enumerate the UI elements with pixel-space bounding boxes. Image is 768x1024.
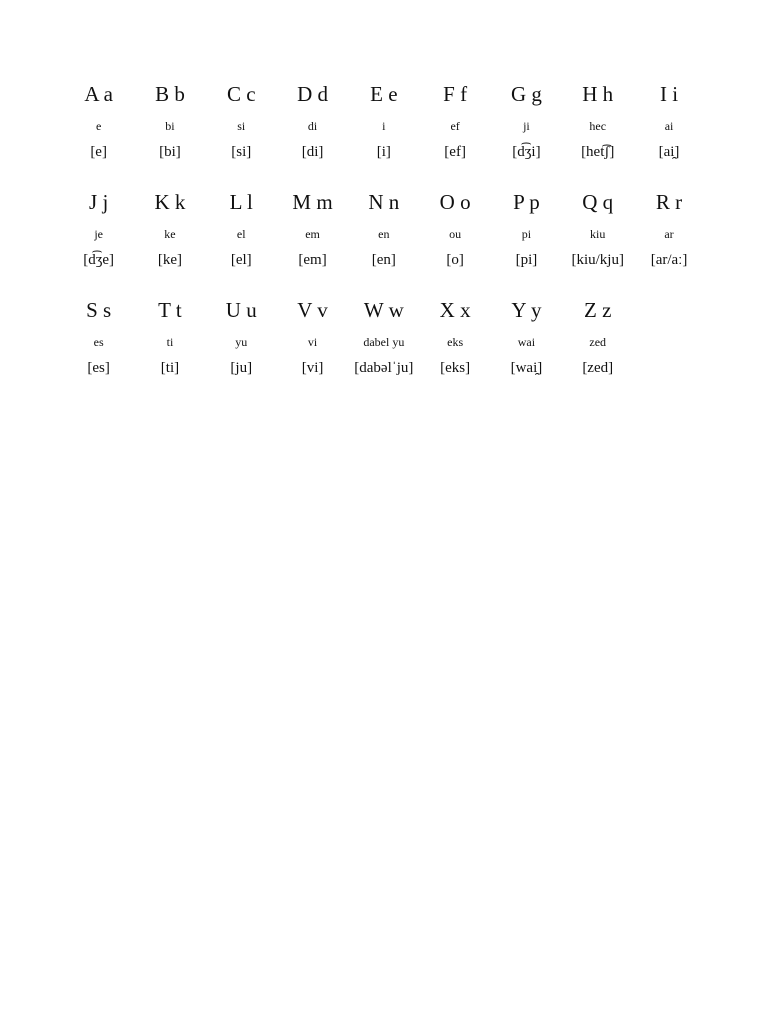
letter-ipa: [ai̯] bbox=[658, 144, 680, 160]
letter-ipa: [kiu/kju] bbox=[571, 252, 624, 268]
letter-ipa: [o] bbox=[446, 252, 464, 268]
letter-ipa: [em] bbox=[298, 252, 327, 268]
letter-name: yu bbox=[235, 335, 248, 349]
letter-ipa: [di] bbox=[301, 144, 324, 160]
letter-ipa: [si] bbox=[231, 144, 252, 160]
letter-name: ke bbox=[164, 227, 176, 241]
letter-ipa: [wai̯] bbox=[510, 360, 543, 376]
letter-pair: Q q bbox=[582, 190, 614, 214]
letter-name: eks bbox=[447, 335, 464, 349]
letter-pair: W w bbox=[363, 298, 404, 322]
letter-ipa: [el] bbox=[230, 252, 252, 268]
letter-pair: F f bbox=[443, 82, 468, 106]
letter-ipa: [dabəlˈju] bbox=[354, 360, 414, 376]
alphabet-cell bbox=[348, 184, 419, 292]
letter-name: ou bbox=[449, 227, 462, 241]
letter-pair: C c bbox=[226, 82, 256, 106]
letter-name: bi bbox=[165, 119, 175, 133]
alphabet-cell bbox=[63, 184, 134, 292]
letter-pair: A a bbox=[84, 82, 113, 106]
letter-pair: N n bbox=[368, 190, 400, 214]
letter-name: pi bbox=[521, 227, 532, 241]
letter-name: ti bbox=[166, 335, 174, 349]
alphabet-cell bbox=[63, 292, 134, 400]
letter-pair: J j bbox=[89, 190, 109, 214]
letter-ipa: [ti] bbox=[160, 360, 180, 376]
letter-pair: L l bbox=[229, 190, 253, 214]
alphabet-cell bbox=[63, 76, 134, 184]
letter-pair: R r bbox=[655, 190, 683, 214]
letter-ipa: [zed] bbox=[582, 360, 614, 376]
letter-name: je bbox=[94, 227, 103, 241]
alphabet-cell bbox=[633, 76, 704, 184]
letter-ipa: [pi] bbox=[515, 252, 538, 268]
letter-name: el bbox=[236, 227, 246, 241]
letter-pair: X x bbox=[439, 298, 471, 322]
letter-name: ar bbox=[664, 227, 674, 241]
alphabet-cell bbox=[562, 292, 633, 400]
alphabet-cell bbox=[491, 184, 562, 292]
letter-pair: S s bbox=[86, 298, 112, 322]
alphabet-cell bbox=[206, 292, 277, 400]
alphabet-cell bbox=[206, 76, 277, 184]
alphabet-cell bbox=[348, 292, 419, 400]
letter-pair: K k bbox=[154, 190, 186, 214]
alphabet-cell bbox=[491, 292, 562, 400]
letter-pair: M m bbox=[292, 190, 333, 214]
letter-pair: G g bbox=[510, 82, 542, 106]
letter-name: wai bbox=[517, 335, 536, 349]
letter-pair: T t bbox=[158, 298, 182, 322]
letter-name: ai bbox=[664, 119, 674, 133]
letter-pair: E e bbox=[370, 82, 398, 106]
alphabet-cell bbox=[419, 292, 490, 400]
alphabet-cell bbox=[419, 184, 490, 292]
letter-ipa: [eks] bbox=[440, 360, 471, 376]
letter-pair: Z z bbox=[584, 298, 612, 322]
letter-pair: B b bbox=[155, 82, 185, 106]
letter-name: es bbox=[93, 335, 104, 349]
letter-pair: H h bbox=[582, 82, 614, 106]
letter-ipa: [i] bbox=[376, 144, 391, 160]
letter-name: kiu bbox=[590, 227, 606, 241]
alphabet-cell bbox=[134, 292, 205, 400]
letter-pair: D d bbox=[297, 82, 328, 106]
alphabet-cell bbox=[134, 76, 205, 184]
letter-ipa: [bi] bbox=[159, 144, 181, 160]
letter-name: zed bbox=[589, 335, 607, 349]
letter-ipa: [ju] bbox=[230, 360, 253, 376]
alphabet-cell bbox=[491, 76, 562, 184]
alphabet-cell bbox=[134, 184, 205, 292]
letter-ipa: [ke] bbox=[157, 252, 183, 268]
letter-ipa: [en] bbox=[371, 252, 396, 268]
letter-name: i bbox=[382, 119, 386, 133]
letter-name: en bbox=[378, 227, 390, 241]
alphabet-cell bbox=[348, 76, 419, 184]
alphabet-cell bbox=[277, 184, 348, 292]
alphabet-cell bbox=[277, 76, 348, 184]
letter-name: di bbox=[307, 119, 318, 133]
letter-name: em bbox=[305, 227, 320, 241]
letter-name: e bbox=[95, 119, 102, 133]
letter-name: ef bbox=[450, 119, 460, 133]
letter-name: si bbox=[237, 119, 246, 133]
letter-name: hec bbox=[589, 119, 607, 133]
letter-pair: U u bbox=[225, 298, 257, 322]
alphabet-cell bbox=[206, 184, 277, 292]
letter-name: vi bbox=[307, 335, 318, 349]
letter-ipa: [d͡ʒe] bbox=[83, 252, 115, 268]
letter-ipa: [ar/aː] bbox=[650, 252, 688, 268]
letter-ipa: [e] bbox=[90, 144, 107, 160]
letter-pair: O o bbox=[439, 190, 471, 214]
letter-pair: P p bbox=[513, 190, 540, 214]
letter-pair: I i bbox=[659, 82, 679, 106]
alphabet-table bbox=[63, 76, 705, 400]
alphabet-cell bbox=[562, 184, 633, 292]
letter-ipa: [ef] bbox=[444, 144, 466, 160]
letter-ipa: [het͡ʃ] bbox=[581, 144, 615, 160]
alphabet-cell bbox=[419, 76, 490, 184]
letter-pair: V v bbox=[297, 298, 328, 322]
letter-ipa: [es] bbox=[87, 360, 110, 376]
letter-ipa: [vi] bbox=[301, 360, 324, 376]
letter-pair: Y y bbox=[511, 298, 542, 322]
letter-name: dabel yu bbox=[363, 335, 405, 349]
alphabet-cell bbox=[277, 292, 348, 400]
alphabet-cell bbox=[562, 76, 633, 184]
letter-name: ji bbox=[523, 119, 530, 133]
alphabet-cell bbox=[633, 184, 704, 292]
letter-ipa: [d͡ʒi] bbox=[512, 144, 541, 160]
